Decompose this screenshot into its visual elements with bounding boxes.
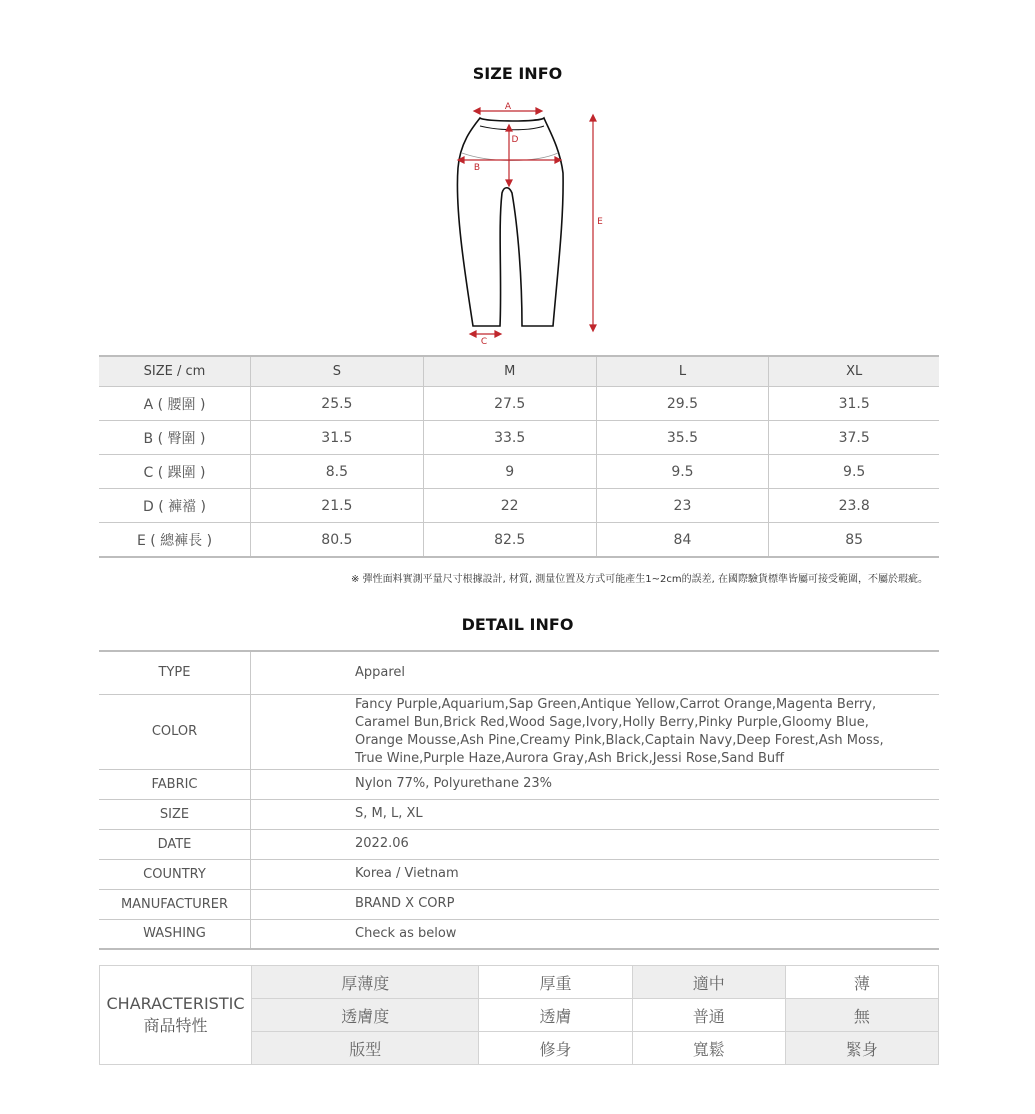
characteristic-title-zh: 商品特性 <box>143 1016 208 1035</box>
detail-value-colors <box>251 694 940 769</box>
characteristic-heading <box>100 966 252 1065</box>
size-value: 9.5 <box>596 455 769 489</box>
size-header-cell: L <box>596 356 769 387</box>
characteristic-option: 厚重 <box>479 966 632 999</box>
detail-key: TYPE <box>99 651 251 694</box>
characteristic-title-en: CHARACTERISTIC <box>106 994 245 1013</box>
detail-info-title: DETAIL INFO <box>461 615 574 634</box>
size-value: 82.5 <box>423 523 596 558</box>
table-row <box>99 387 939 421</box>
detail-key: FABRIC <box>99 769 251 799</box>
size-table-header <box>99 356 939 387</box>
size-value: 35.5 <box>596 421 769 455</box>
size-value: 23 <box>596 489 769 523</box>
table-row <box>99 651 939 694</box>
size-value: 80.5 <box>251 523 424 558</box>
size-value: 31.5 <box>251 421 424 455</box>
size-value: 84 <box>596 523 769 558</box>
detail-table <box>99 650 939 950</box>
characteristic-option: 透膚 <box>479 999 632 1032</box>
detail-value: Check as below <box>251 919 940 949</box>
size-value: 9 <box>423 455 596 489</box>
size-header-cell: M <box>423 356 596 387</box>
size-info-title: SIZE INFO <box>472 64 563 83</box>
table-row <box>99 769 939 799</box>
detail-value: Apparel <box>251 651 940 694</box>
table-row <box>99 829 939 859</box>
label-e: E <box>597 217 603 227</box>
label-d: D <box>511 135 519 145</box>
size-value: 37.5 <box>769 421 939 455</box>
detail-value: S, M, L, XL <box>251 799 940 829</box>
size-value: 29.5 <box>596 387 769 421</box>
table-row <box>99 421 939 455</box>
size-value: 22 <box>423 489 596 523</box>
table-row <box>99 489 939 523</box>
detail-key: MANUFACTURER <box>99 889 251 919</box>
characteristic-option-selected: 緊身 <box>785 1032 938 1065</box>
characteristic-label: 厚薄度 <box>252 966 479 999</box>
size-header-cell: SIZE / cm <box>99 356 251 387</box>
detail-key: SIZE <box>99 799 251 829</box>
characteristic-option: 薄 <box>785 966 938 999</box>
table-row <box>99 694 939 769</box>
size-value: 21.5 <box>251 489 424 523</box>
leggings-measurement-diagram <box>440 98 620 348</box>
detail-key: WASHING <box>99 919 251 949</box>
size-table <box>99 355 939 558</box>
detail-value: 2022.06 <box>251 829 940 859</box>
row-label: B ( 臀圍 ) <box>99 421 251 455</box>
characteristic-label: 版型 <box>252 1032 479 1065</box>
label-a: A <box>504 102 512 112</box>
characteristic-option-selected: 無 <box>785 999 938 1032</box>
characteristic-label: 透膚度 <box>252 999 479 1032</box>
row-label: D ( 褲襠 ) <box>99 489 251 523</box>
label-c: C <box>480 337 488 347</box>
size-value: 31.5 <box>769 387 939 421</box>
color-line: Fancy Purple,Aquarium,Sap Green,Antique Yellow,Carrot Orange,Magenta Berry, <box>355 696 877 712</box>
characteristic-option: 普通 <box>632 999 785 1032</box>
row-label: E ( 總褲長 ) <box>99 523 251 558</box>
size-value: 85 <box>769 523 939 558</box>
size-header-cell: XL <box>769 356 939 387</box>
measurement-note: ※ 彈性面料實測平量尺寸根據設計, 材質, 測量位置及方式可能產生1~2cm的誤差, 在國際驗貨標準皆屬可接受範圍，不屬於瑕疵。 <box>351 574 928 585</box>
characteristic-option-selected: 適中 <box>632 966 785 999</box>
size-header-cell: S <box>251 356 424 387</box>
detail-value: Korea / Vietnam <box>251 859 940 889</box>
detail-key: COUNTRY <box>99 859 251 889</box>
table-row <box>99 919 939 949</box>
characteristic-table <box>99 965 939 1065</box>
color-line: Caramel Bun,Brick Red,Wood Sage,Ivory,Holly Berry,Pinky Purple,Gloomy Blue, <box>355 714 869 730</box>
table-row <box>99 859 939 889</box>
row-label: C ( 踝圍 ) <box>99 455 251 489</box>
table-row <box>99 455 939 489</box>
table-row <box>99 523 939 558</box>
table-row <box>100 966 939 999</box>
detail-key: COLOR <box>99 694 251 769</box>
label-b: B <box>473 163 481 173</box>
color-line: Orange Mousse,Ash Pine,Creamy Pink,Black,Captain Navy,Deep Forest,Ash Moss, <box>355 732 884 748</box>
size-value: 33.5 <box>423 421 596 455</box>
detail-value: Nylon 77%, Polyurethane 23% <box>251 769 940 799</box>
size-value: 27.5 <box>423 387 596 421</box>
characteristic-option: 寬鬆 <box>632 1032 785 1065</box>
size-value: 9.5 <box>769 455 939 489</box>
row-label: A ( 腰圍 ) <box>99 387 251 421</box>
characteristic-option: 修身 <box>479 1032 632 1065</box>
size-value: 25.5 <box>251 387 424 421</box>
color-line: True Wine,Purple Haze,Aurora Gray,Ash Brick,Jessi Rose,Sand Buff <box>355 750 785 766</box>
size-value: 8.5 <box>251 455 424 489</box>
detail-value: BRAND X CORP <box>251 889 940 919</box>
table-row <box>99 799 939 829</box>
size-value: 23.8 <box>769 489 939 523</box>
detail-key: DATE <box>99 829 251 859</box>
table-row <box>99 889 939 919</box>
